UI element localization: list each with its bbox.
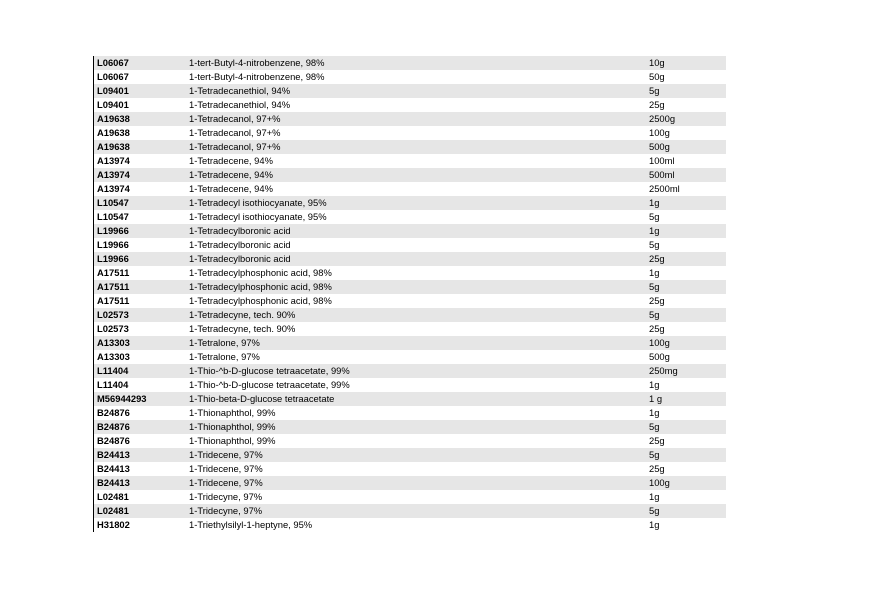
table-row [94,364,726,378]
product-name: 1-Tetradecyl isothiocyanate, 95% [189,211,327,222]
catalog-number: M56944293 [97,393,147,404]
catalog-number: A17511 [97,267,130,278]
product-name: 1-Tetradecene, 94% [189,169,273,180]
table-row [94,434,726,448]
catalog-number: L19966 [97,239,129,250]
catalog-number: H31802 [97,519,130,530]
table-row [94,462,726,476]
table-row [94,154,726,168]
pack-size: 1g [649,197,660,208]
pack-size: 25g [649,463,665,474]
catalog-number: A17511 [97,281,130,292]
pack-size: 5g [649,239,660,250]
product-name: 1-Tridecene, 97% [189,463,263,474]
table-row [94,210,726,224]
table-row [94,126,726,140]
product-table [93,56,726,532]
pack-size: 100g [649,477,670,488]
table-row [94,196,726,210]
catalog-number: L02573 [97,309,129,320]
pack-size: 2500g [649,113,676,124]
catalog-number: B24413 [97,463,130,474]
product-name: 1-Thio-^b-D-glucose tetraacetate, 99% [189,379,350,390]
catalog-number: A19638 [97,141,130,152]
product-name: 1-Tetradecene, 94% [189,155,273,166]
pack-size: 500g [649,351,670,362]
product-name: 1-Tetradecanol, 97+% [189,127,281,138]
table-row [94,420,726,434]
pack-size: 5g [649,449,660,460]
table-row [94,84,726,98]
pack-size: 5g [649,421,660,432]
product-name: 1-Tetradecyne, tech. 90% [189,323,296,334]
table-row [94,448,726,462]
pack-size: 500ml [649,169,675,180]
catalog-number: A19638 [97,113,130,124]
pack-size: 5g [649,211,660,222]
pack-size: 25g [649,435,665,446]
pack-size: 25g [649,253,665,264]
pack-size: 5g [649,281,660,292]
pack-size: 1g [649,519,660,530]
catalog-number: L09401 [97,85,129,96]
table-row [94,112,726,126]
table-row [94,392,726,406]
table-row [94,350,726,364]
catalog-number: A13974 [97,169,130,180]
catalog-number: L10547 [97,197,129,208]
catalog-number: L06067 [97,71,129,82]
product-name: 1-Triethylsilyl-1-heptyne, 95% [189,519,313,530]
product-name: 1-Tetralone, 97% [189,337,260,348]
product-name: 1-Tetradecanol, 97+% [189,113,281,124]
pack-size: 1g [649,491,660,502]
catalog-number: L02481 [97,505,129,516]
product-name: 1-Tetradecene, 94% [189,183,273,194]
catalog-number: A13303 [97,337,130,348]
catalog-number: B24876 [97,435,130,446]
table-row [94,322,726,336]
table-row [94,140,726,154]
pack-size: 500g [649,141,670,152]
table-row [94,168,726,182]
pack-size: 50g [649,71,665,82]
table-row [94,70,726,84]
pack-size: 1g [649,267,660,278]
catalog-number: L11404 [97,365,129,376]
product-name: 1-Tetradecylphosphonic acid, 98% [189,295,332,306]
catalog-number: L11404 [97,379,129,390]
catalog-number: B24876 [97,407,130,418]
product-name: 1-Tetradecylboronic acid [189,225,291,236]
table-row [94,336,726,350]
product-name: 1-Tetradecanol, 97+% [189,141,281,152]
table-row [94,266,726,280]
table-row [94,182,726,196]
catalog-number: L06067 [97,57,129,68]
table-row [94,238,726,252]
table-row [94,224,726,238]
catalog-number: A13974 [97,155,130,166]
catalog-number: L02481 [97,491,129,502]
table-row [94,504,726,518]
product-name: 1-Tetradecylphosphonic acid, 98% [189,281,332,292]
pack-size: 1 g [649,393,663,404]
pack-size: 5g [649,309,660,320]
catalog-number: A13303 [97,351,130,362]
pack-size: 1g [649,407,660,418]
product-name: 1-Tetradecanethiol, 94% [189,85,291,96]
pack-size: 100ml [649,155,675,166]
pack-size: 250mg [649,365,678,376]
product-name: 1-Tetralone, 97% [189,351,260,362]
product-name: 1-Tridecene, 97% [189,477,263,488]
table-row [94,518,726,532]
catalog-number: L02573 [97,323,129,334]
table-row [94,280,726,294]
product-name: 1-Tetradecanethiol, 94% [189,99,291,110]
catalog-number: B24413 [97,449,130,460]
table-row [94,476,726,490]
catalog-number: L19966 [97,225,129,236]
product-name: 1-Tetradecylboronic acid [189,253,291,264]
table-row [94,56,726,70]
catalog-number: L19966 [97,253,129,264]
product-name: 1-Tridecene, 97% [189,449,263,460]
product-name: 1-Tetradecylphosphonic acid, 98% [189,267,332,278]
pack-size: 25g [649,295,665,306]
table-row [94,294,726,308]
product-name: 1-Thio-beta-D-glucose tetraacetate [189,393,335,404]
product-name: 1-Thionaphthol, 99% [189,421,276,432]
pack-size: 25g [649,99,665,110]
table-row [94,98,726,112]
table-row [94,406,726,420]
product-name: 1-Tetradecylboronic acid [189,239,291,250]
pack-size: 100g [649,337,670,348]
catalog-number: B24876 [97,421,130,432]
catalog-number: B24413 [97,477,130,488]
pack-size: 100g [649,127,670,138]
pack-size: 5g [649,505,660,516]
product-name: 1-Tridecyne, 97% [189,491,263,502]
pack-size: 5g [649,85,660,96]
pack-size: 1g [649,225,660,236]
pack-size: 1g [649,379,660,390]
catalog-number: L09401 [97,99,129,110]
product-name: 1-Thionaphthol, 99% [189,407,276,418]
table-row [94,490,726,504]
pack-size: 25g [649,323,665,334]
product-name: 1-Tridecyne, 97% [189,505,263,516]
table-row [94,252,726,266]
catalog-number: L10547 [97,211,129,222]
product-name: 1-Thionaphthol, 99% [189,435,276,446]
product-name: 1-tert-Butyl-4-nitrobenzene, 98% [189,71,325,82]
product-name: 1-Tetradecyl isothiocyanate, 95% [189,197,327,208]
product-name: 1-tert-Butyl-4-nitrobenzene, 98% [189,57,325,68]
table-row [94,378,726,392]
pack-size: 2500ml [649,183,680,194]
pack-size: 10g [649,57,665,68]
catalog-number: A19638 [97,127,130,138]
product-name: 1-Thio-^b-D-glucose tetraacetate, 99% [189,365,350,376]
catalog-number: A17511 [97,295,130,306]
catalog-number: A13974 [97,183,130,194]
table-row [94,308,726,322]
product-name: 1-Tetradecyne, tech. 90% [189,309,296,320]
